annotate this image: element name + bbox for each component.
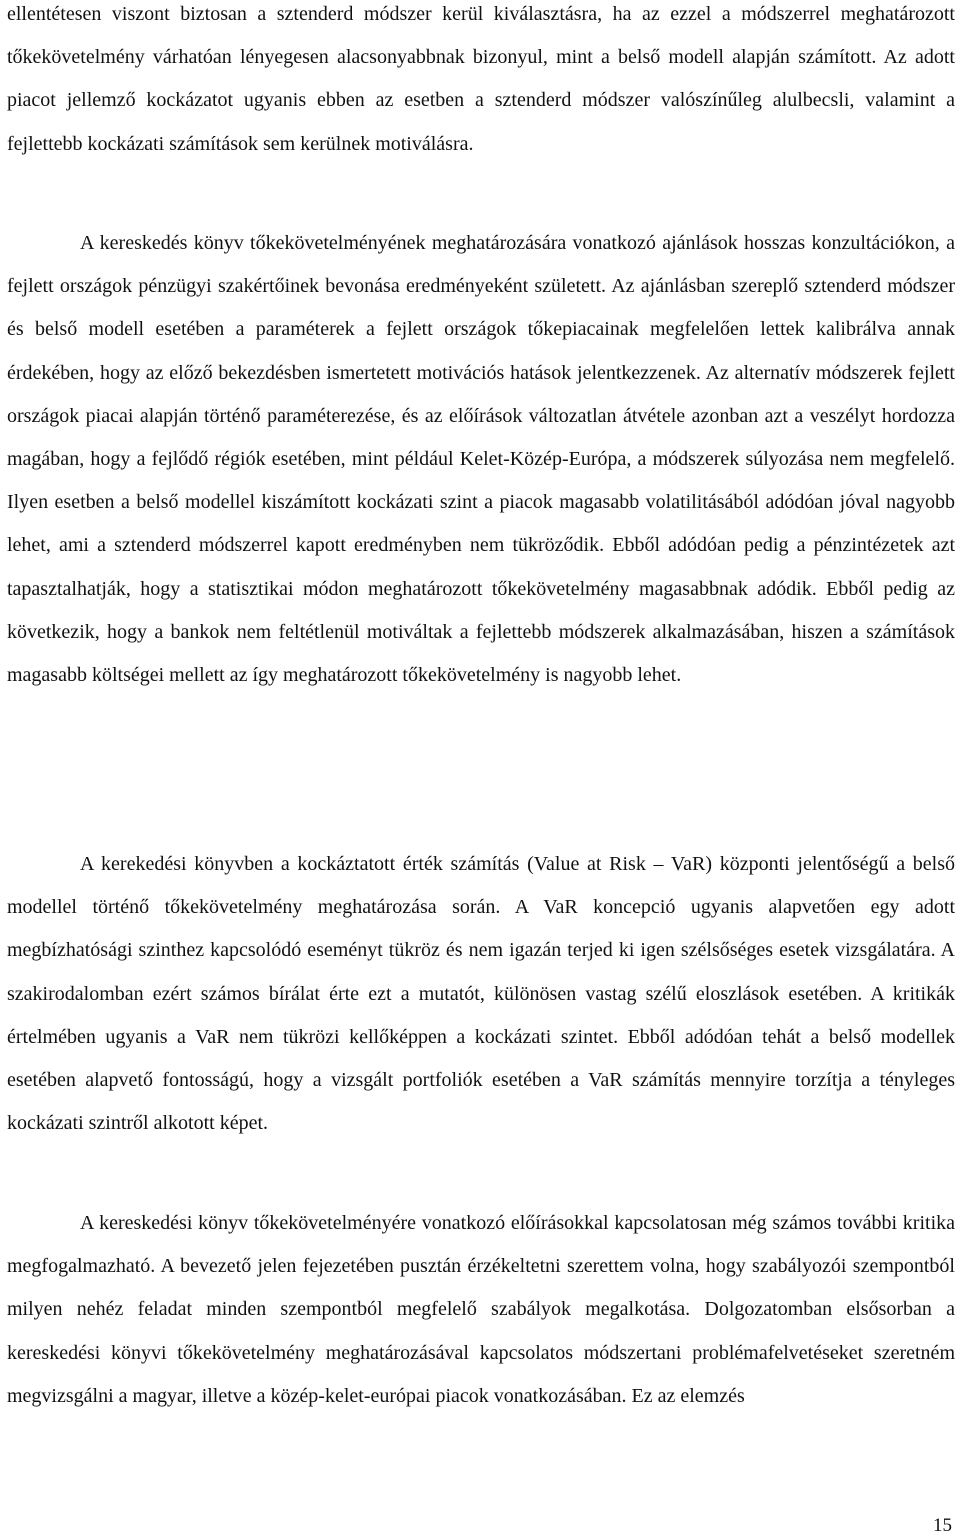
paragraph-3: A kerekedési könyvben a kockáztatott érték számítás (Value at Risk – VaR) központi jelentőségű a belső modellel történő tőkekövetelmény meghatározása során. A VaR koncepció ugyanis alapvetően egy adott megbízhatósági szinthez kapcsolódó eseményt tükröz és nem igazán terjed ki igen szélsőséges esetek vizsgálatára. A szakirodalomban ezért számos bírálat érte ezt a mutatót, különösen vastag szélű eloszlások esetében. A kritikák értelmében ugyanis a VaR nem tükrözi kellőképpen a kockázati szintet. Ebből adódóan tehát a belső modellek esetében alapvető fontosságú, hogy a vizsgált portfoliók esetében a VaR számítás mennyire torzítja a tényleges kockázati szintről alkotott képet. [7, 853, 955, 1135]
page-number: 15 [933, 1515, 952, 1536]
paragraph-2: A kereskedés könyv tőkekövetelményének meghatározására vonatkozó ajánlások hosszas konzultációkon, a fejlett országok pénzügyi szakértőinek bevonása eredményeként született. Az ajánlásban szereplő sztenderd módszer és belső modell esetében a paraméterek a fejlett országok tőkepiacainak megfelelően lettek kalibrálva annak érdekében, hogy az előző bekezdésben ismertetett motivációs hatások jelentkezzenek. Az alternatív módszerek fejlett országok piacai alapján történő paraméterezése, és az előírások változatlan átvétele azonban azt a veszélyt hordozza magában, hogy a fejlődő régiók esetében, mint például Kelet-Közép-Európa, a módszerek súlyozása nem megfelelő. Ilyen esetben a belső modellel kiszámított kockázati szint a piacok magasabb volatilitásából adódóan jóval nagyobb lehet, ami a sztenderd módszerrel kapott eredményben nem tükröződik. Ebből adódóan pedig a pénzintézetek azt tapasztalhatják, hogy a statisztikai módon meghatározott tőkekövetelmény magasabbnak adódik. Ebből pedig az következik, hogy a bankok nem feltétlenül motiváltak a fejlettebb módszerek alkalmazásában, hiszen a számítások magasabb költségei mellett az így meghatározott tőkekövetelmény is nagyobb lehet. [7, 232, 955, 687]
paragraph-1: ellentétesen viszont biztosan a sztenderd módszer kerül kiválasztásra, ha az ezzel a módszerrel meghatározott tőkekövetelmény várhatóan lényegesen alacsonyabbnak bizonyul, mint a belső modell alapján számított. Az adott piacot jellemző kockázatot ugyanis ebben az esetben a sztenderd módszer valószínűleg alulbecsli, valamint a fejlettebb kockázati számítások sem kerülnek motiválásra. [7, 3, 955, 155]
paragraph-4: A kereskedési könyv tőkekövetelményére vonatkozó előírásokkal kapcsolatosan még számos további kritika megfogalmazható. A bevezető jelen fejezetében pusztán érzékeltetni szerettem volna, hogy szabályozói szempontból milyen nehéz feladat minden szempontból megfelelő szabályok megalkotása. Dolgozatomban elsősorban a kereskedési könyvi tőkekövetelmény meghatározásával kapcsolatos módszertani problémafelvetéseket szeretném megvizsgálni a magyar, illetve a közép-kelet-európai piacok vonatkozásában. Ez az elemzés [7, 1212, 955, 1407]
